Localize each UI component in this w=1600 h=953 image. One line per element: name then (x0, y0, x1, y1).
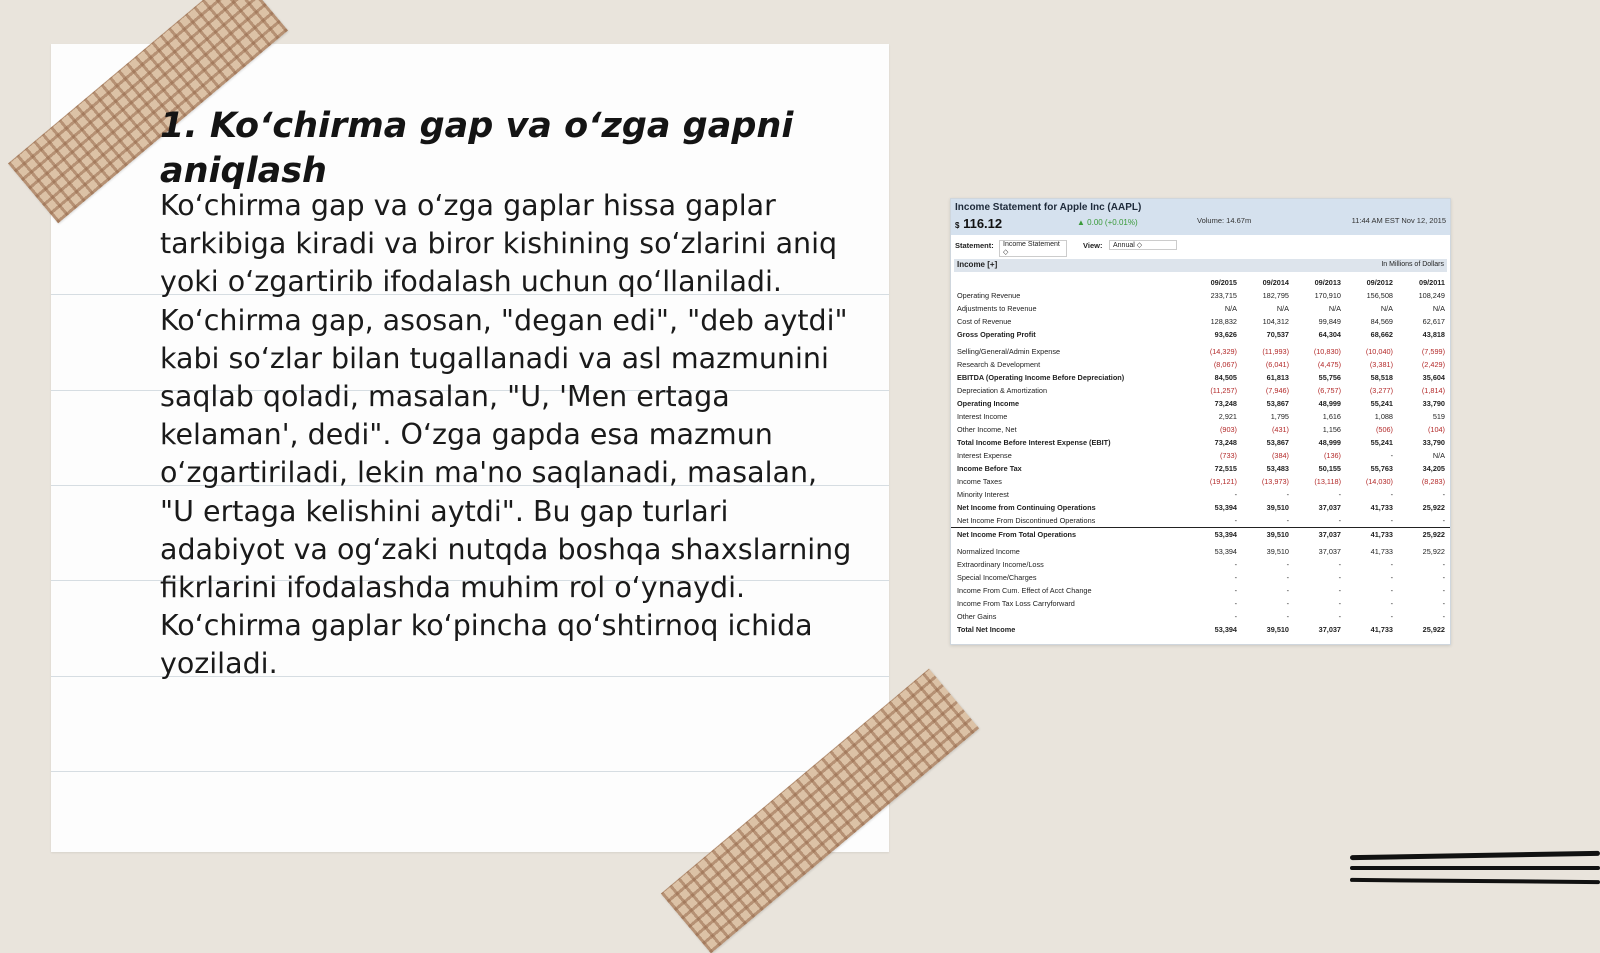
row-value: - (1442, 560, 1445, 569)
row-value: - (1338, 586, 1341, 595)
statement-row (951, 545, 1450, 558)
row-label: Adjustments to Revenue (957, 304, 1037, 313)
row-value: (14,329) (1209, 347, 1237, 356)
currency-symbol: $ (955, 221, 960, 230)
statement-row (951, 302, 1450, 315)
row-label: Total Income Before Interest Expense (EBIT) (957, 438, 1111, 447)
row-label: Selling/General/Admin Expense (957, 347, 1061, 356)
row-value: - (1286, 586, 1289, 595)
row-value: - (1338, 612, 1341, 621)
row-value: 41,733 (1370, 503, 1393, 512)
row-value: (6,041) (1265, 360, 1289, 369)
row-value: 37,037 (1318, 625, 1341, 634)
row-value: (13,118) (1314, 477, 1341, 486)
row-label: Net Income From Total Operations (957, 530, 1077, 539)
stock-price (955, 216, 1002, 231)
row-value: 41,733 (1370, 625, 1393, 634)
row-value: - (1286, 612, 1289, 621)
row-value: - (1286, 573, 1289, 582)
row-value: - (1390, 573, 1393, 582)
row-value: 37,037 (1318, 503, 1341, 512)
statement-row (951, 410, 1450, 423)
row-value: 25,922 (1422, 625, 1445, 634)
statement-row (951, 289, 1450, 302)
row-value: (10,040) (1365, 347, 1393, 356)
row-value: - (1286, 516, 1289, 525)
row-label: Income From Cum. Effect of Acct Change (957, 586, 1092, 595)
row-value: - (1390, 560, 1393, 569)
row-value: 53,394 (1214, 530, 1237, 539)
row-label: Other Income, Net (957, 425, 1017, 434)
brush-stroke (1350, 878, 1600, 884)
row-value: 25,922 (1422, 503, 1445, 512)
row-value: 84,569 (1370, 317, 1393, 326)
row-label: Income Before Tax (957, 464, 1022, 473)
row-label: Income From Tax Loss Carryforward (957, 599, 1075, 608)
row-value: - (1234, 560, 1237, 569)
row-value: 62,617 (1422, 317, 1445, 326)
statement-row (951, 597, 1450, 610)
row-value: (136) (1323, 451, 1341, 460)
row-value: N/A (1276, 304, 1289, 313)
row-value: 25,922 (1422, 547, 1445, 556)
row-label: Minority Interest (957, 490, 1009, 499)
row-value: - (1234, 490, 1237, 499)
row-value: 64,304 (1318, 330, 1341, 339)
row-value: - (1390, 586, 1393, 595)
row-value: 55,241 (1370, 399, 1393, 408)
row-value: 33,790 (1422, 438, 1445, 447)
row-label: EBITDA (Operating Income Before Depreciation) (957, 373, 1125, 382)
row-value: 73,248 (1214, 399, 1237, 408)
row-value: - (1390, 451, 1393, 460)
row-value: - (1234, 586, 1237, 595)
row-value: 48,999 (1318, 438, 1341, 447)
row-value: (19,121) (1209, 477, 1237, 486)
section-label: Income [+] (957, 260, 998, 269)
statement-row (951, 328, 1450, 341)
column-header: 09/2014 (1262, 278, 1289, 287)
slide-title: 1. Ko‘chirma gap va o‘zga gapni aniqlash (160, 106, 794, 191)
row-value: 34,205 (1422, 464, 1445, 473)
row-value: 48,999 (1318, 399, 1341, 408)
row-value: (104) (1427, 425, 1445, 434)
column-header-row (951, 276, 1450, 289)
income-section-header (954, 259, 1447, 272)
slide-body-text: Ko‘chirma gap va o‘zga gaplar hissa gaplar tarkibiga kiradi va biror kishining so‘zlarini aniq yoki o‘zgartirib ifodalash uchun qo‘llaniladi. Ko‘chirma gap, asosan, "degan edi", "deb aytdi" kabi so‘zlar bilan tugallanadi va asl mazmunini saqlab qoladi, masalan, "U, 'Men ertaga kelaman', dedi". O‘zga gapda esa mazmun o‘zgartiriladi, lekin ma'no saqlanadi, masalan, "U ertaga kelishini aytdi". Bu gap turlari adabiyot va og‘zaki nutqda boshqa shaxslarning fikrlarini ifodalashda muhim rol o‘ynaydi. Ko‘chirma gaplar ko‘pincha qo‘shtirnoq ichida yoziladi. (160, 189, 852, 681)
statement-rows (951, 289, 1450, 636)
price-change: ▲ 0.00 (+0.01%) (1077, 218, 1138, 227)
price-value: 116.12 (963, 216, 1003, 231)
row-value: - (1234, 599, 1237, 608)
row-value: N/A (1432, 451, 1445, 460)
row-label: Total Net Income (957, 625, 1016, 634)
row-value: 73,248 (1214, 438, 1237, 447)
row-value: 1,616 (1322, 412, 1341, 421)
row-label: Net Income from Continuing Operations (957, 503, 1096, 512)
row-value: 70,537 (1266, 330, 1289, 339)
statement-row (951, 571, 1450, 584)
statement-row (951, 610, 1450, 623)
row-label: Operating Revenue (957, 291, 1021, 300)
row-value: 1,088 (1374, 412, 1393, 421)
row-value: (1,814) (1421, 386, 1445, 395)
row-value: - (1442, 586, 1445, 595)
statement-row (951, 315, 1450, 328)
statement-label: Statement: (955, 241, 994, 250)
row-value: N/A (1432, 304, 1445, 313)
statement-row (951, 436, 1450, 449)
row-value: 72,515 (1214, 464, 1237, 473)
row-value: (6,757) (1317, 386, 1341, 395)
row-value: - (1442, 490, 1445, 499)
statement-row (951, 462, 1450, 475)
statement-title: Income Statement for Apple Inc (AAPL) (955, 202, 1142, 213)
row-label: Depreciation & Amortization (957, 386, 1048, 395)
row-value: - (1442, 516, 1445, 525)
row-value: 53,867 (1266, 438, 1289, 447)
row-value: 108,249 (1418, 291, 1445, 300)
statement-row (951, 475, 1450, 488)
row-value: (7,599) (1421, 347, 1445, 356)
view-select: Annual ◇ (1109, 240, 1177, 250)
row-value: 156,508 (1366, 291, 1393, 300)
row-value: 33,790 (1422, 399, 1445, 408)
income-statement-image (950, 198, 1451, 645)
row-value: (8,067) (1213, 360, 1237, 369)
statement-row (951, 397, 1450, 410)
row-value: - (1442, 612, 1445, 621)
row-value: 55,763 (1370, 464, 1393, 473)
row-value: 519 (1432, 412, 1445, 421)
column-header: 09/2015 (1210, 278, 1237, 287)
row-value: - (1390, 599, 1393, 608)
row-value: (13,973) (1261, 477, 1289, 486)
row-value: 37,037 (1318, 547, 1341, 556)
row-value: (10,830) (1313, 347, 1341, 356)
row-value: (3,277) (1369, 386, 1393, 395)
row-value: (7,946) (1265, 386, 1289, 395)
row-value: N/A (1380, 304, 1393, 313)
row-value: (11,257) (1210, 386, 1237, 395)
statement-select: Income Statement ◇ (999, 240, 1067, 257)
statement-row (951, 558, 1450, 571)
row-value: - (1442, 573, 1445, 582)
column-header: 09/2013 (1314, 278, 1341, 287)
row-value: - (1390, 490, 1393, 499)
row-value: 41,733 (1370, 547, 1393, 556)
row-value: 41,733 (1370, 530, 1393, 539)
row-label: Net Income From Discontinued Operations (957, 516, 1096, 525)
row-value: 25,922 (1422, 530, 1445, 539)
row-value: 68,662 (1370, 330, 1393, 339)
row-value: (733) (1219, 451, 1237, 460)
row-label: Operating Income (957, 399, 1020, 408)
volume: Volume: 14.67m (1197, 216, 1252, 225)
row-value: 39,510 (1266, 503, 1289, 512)
row-label: Extraordinary Income/Loss (957, 560, 1044, 569)
row-value: (11,993) (1262, 347, 1289, 356)
statement-row (951, 449, 1450, 462)
statement-row (951, 423, 1450, 436)
row-value: 53,867 (1266, 399, 1289, 408)
row-value: - (1286, 560, 1289, 569)
row-value: 50,155 (1318, 464, 1341, 473)
row-label: Cost of Revenue (957, 317, 1012, 326)
row-value: 84,505 (1214, 373, 1237, 382)
row-label: Gross Operating Profit (957, 330, 1036, 339)
row-value: (8,283) (1421, 477, 1445, 486)
row-value: 2,921 (1218, 412, 1237, 421)
row-value: 35,604 (1422, 373, 1445, 382)
row-value: - (1234, 516, 1237, 525)
row-value: 53,483 (1266, 464, 1289, 473)
row-value: (384) (1271, 451, 1289, 460)
row-value: 55,241 (1370, 438, 1393, 447)
row-value: 99,849 (1318, 317, 1341, 326)
row-value: 37,037 (1318, 530, 1341, 539)
statement-row (951, 488, 1450, 501)
statement-row (951, 501, 1450, 514)
units-label: In Millions of Dollars (1381, 261, 1444, 268)
row-value: 39,510 (1266, 625, 1289, 634)
row-value: - (1338, 560, 1341, 569)
row-value: (506) (1375, 425, 1393, 434)
row-label: Income Taxes (957, 477, 1002, 486)
row-value: N/A (1328, 304, 1341, 313)
statement-row (951, 623, 1450, 636)
row-value: 58,518 (1370, 373, 1393, 382)
row-value: 53,394 (1214, 625, 1237, 634)
statement-row (951, 514, 1450, 527)
statement-row (951, 371, 1450, 384)
timestamp: 11:44 AM EST Nov 12, 2015 (1351, 216, 1446, 225)
statement-row (951, 345, 1450, 358)
row-value: - (1390, 516, 1393, 525)
row-value: 93,626 (1214, 330, 1237, 339)
row-value: - (1338, 573, 1341, 582)
row-value: 53,394 (1214, 503, 1237, 512)
column-header: 09/2012 (1366, 278, 1393, 287)
row-value: 170,910 (1314, 291, 1341, 300)
row-value: - (1234, 612, 1237, 621)
row-value: (3,381) (1369, 360, 1393, 369)
row-value: 128,832 (1210, 317, 1237, 326)
row-value: - (1390, 612, 1393, 621)
statement-row (951, 584, 1450, 597)
row-value: (903) (1219, 425, 1237, 434)
row-value: 104,312 (1262, 317, 1289, 326)
paper-rule-line (51, 771, 889, 772)
statement-row (951, 358, 1450, 371)
row-label: Special Income/Charges (957, 573, 1037, 582)
row-value: - (1338, 599, 1341, 608)
row-label: Research & Development (957, 360, 1041, 369)
row-value: (2,429) (1421, 360, 1445, 369)
row-value: 182,795 (1262, 291, 1289, 300)
row-value: 1,795 (1270, 412, 1289, 421)
statement-row (951, 384, 1450, 397)
row-value: 61,813 (1266, 373, 1289, 382)
row-value: 39,510 (1266, 547, 1289, 556)
row-value: - (1442, 599, 1445, 608)
brush-stroke (1350, 851, 1600, 860)
row-label: Normalized Income (957, 547, 1020, 556)
row-value: 39,510 (1266, 530, 1289, 539)
row-label: Interest Expense (957, 451, 1012, 460)
brush-stroke (1350, 866, 1600, 870)
row-value: N/A (1224, 304, 1237, 313)
row-value: - (1286, 599, 1289, 608)
statement-controls (951, 235, 1450, 255)
row-value: 53,394 (1214, 547, 1237, 556)
row-value: (431) (1271, 425, 1289, 434)
statement-header (951, 199, 1450, 235)
row-value: - (1338, 516, 1341, 525)
view-label: View: (1083, 241, 1103, 250)
column-header: 09/2011 (1419, 278, 1445, 287)
row-value: - (1286, 490, 1289, 499)
row-value: - (1234, 573, 1237, 582)
statement-row (951, 527, 1450, 541)
row-label: Interest Income (957, 412, 1008, 421)
row-value: 43,818 (1422, 330, 1445, 339)
row-value: 233,715 (1210, 291, 1237, 300)
row-label: Other Gains (957, 612, 997, 621)
row-value: - (1338, 490, 1341, 499)
row-value: (4,475) (1317, 360, 1341, 369)
row-value: 55,756 (1318, 373, 1341, 382)
row-value: (14,030) (1365, 477, 1393, 486)
row-value: 1,156 (1322, 425, 1341, 434)
